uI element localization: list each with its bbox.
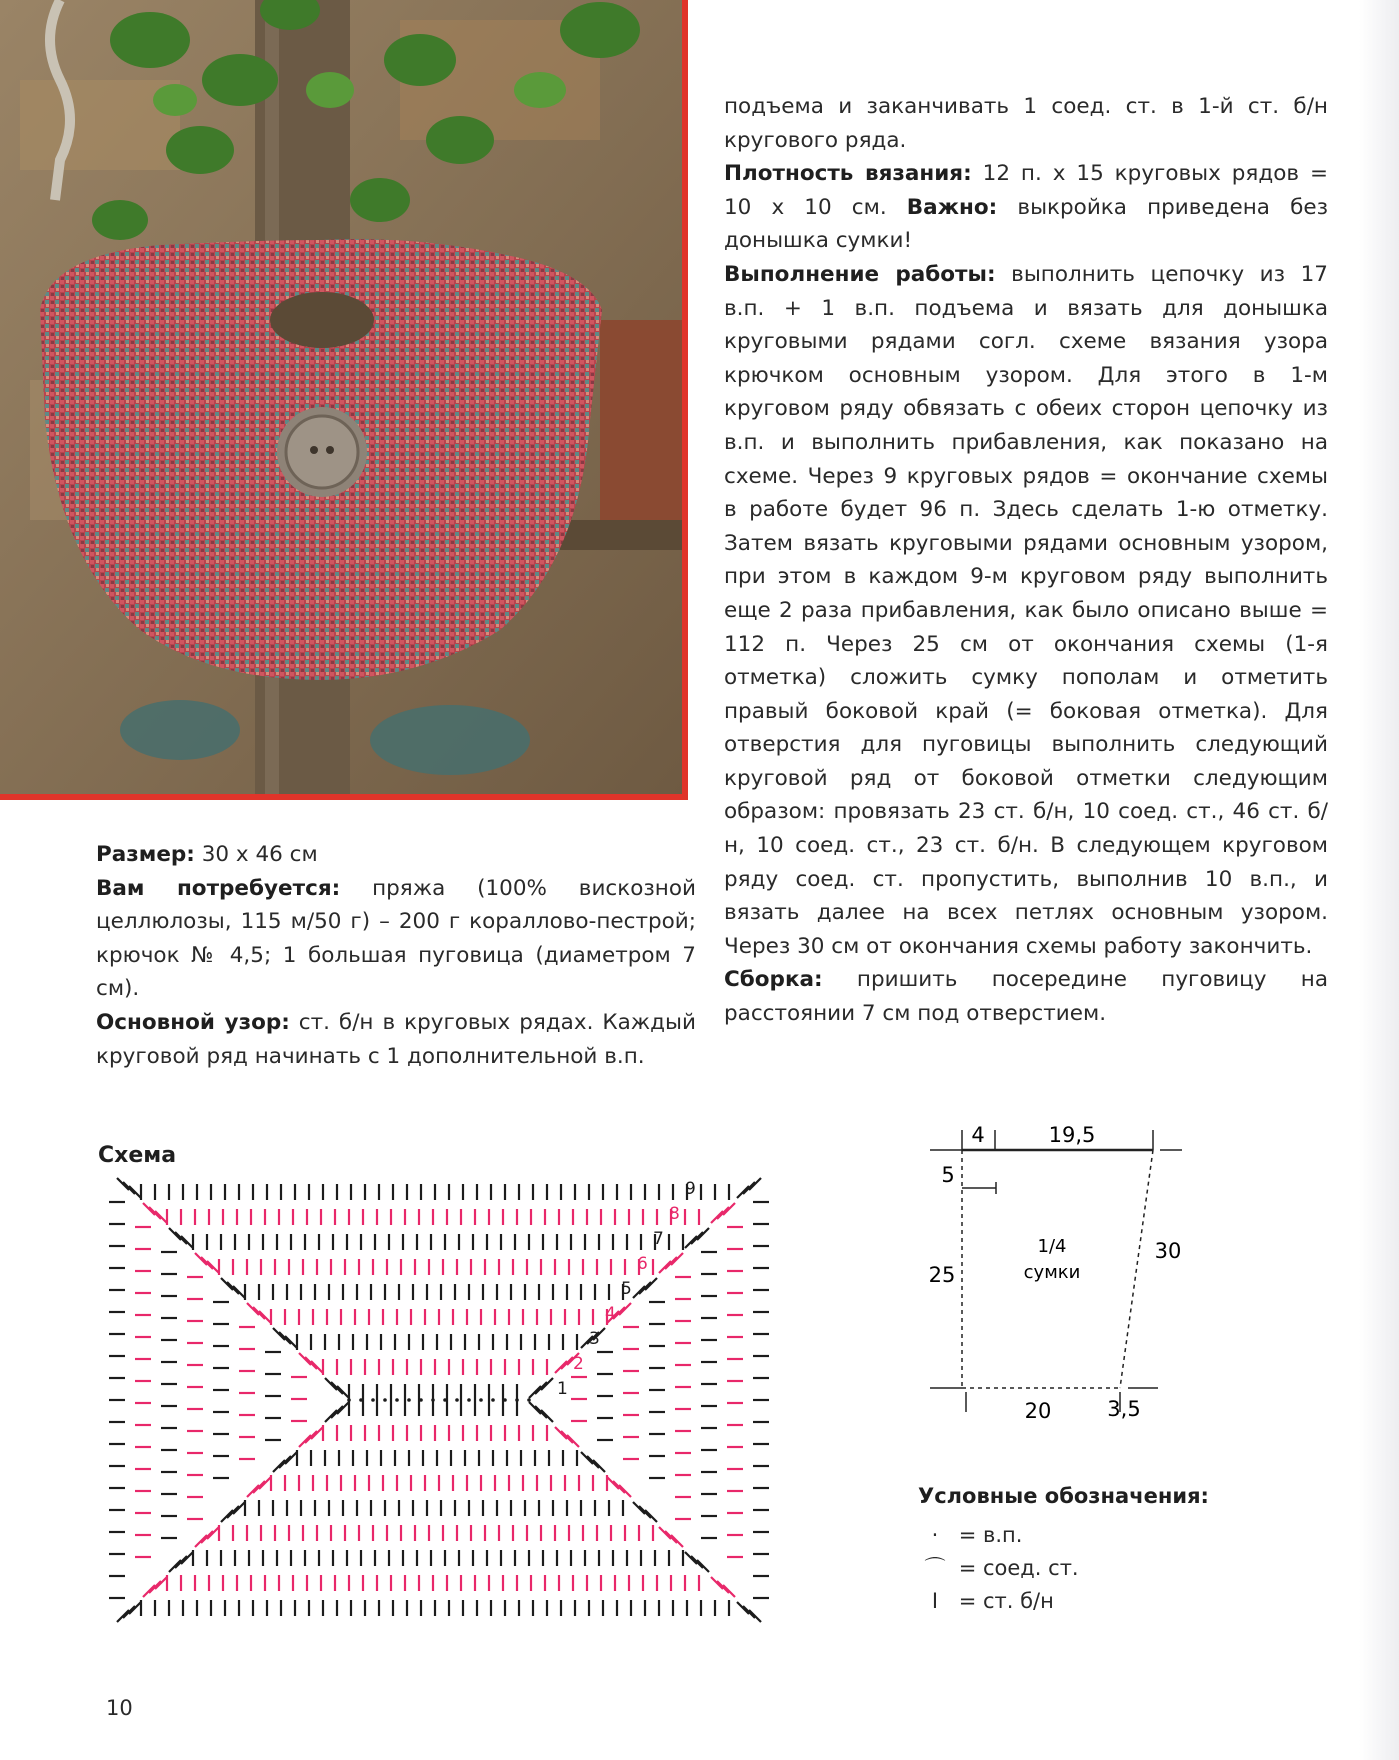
stitch-mark [195,1253,207,1265]
chart-row-number: 7 [653,1229,664,1249]
work-label: Выполнение работы: [724,261,996,287]
stitch-mark [227,1282,239,1294]
chain-dot [383,1398,387,1402]
stitch-mark [639,1506,651,1518]
size-text: 30 х 46 см [194,842,318,867]
density-label: Плотность вязания: [724,161,972,187]
chart-row-number: 2 [573,1354,584,1374]
stitch-mark [311,1427,323,1439]
stitch-mark [619,1303,631,1315]
stitch-mark [149,1207,161,1219]
stitch-mark [639,1282,651,1294]
chart-row-number: 4 [605,1304,616,1324]
main-pattern-paragraph [96,1006,696,1073]
stitch-mark [221,1510,233,1522]
stitch-mark [697,1228,709,1240]
stitch-mark [567,1435,579,1447]
stitch-mark [645,1510,657,1522]
single-crochet-icon: I [931,1589,939,1613]
stitch-mark [697,1560,709,1572]
stitch-mark [169,1560,181,1572]
chain-dot [431,1398,435,1402]
chain-dot [347,1398,351,1402]
assembly-paragraph [724,963,1328,1030]
stitch-mark [207,1261,219,1273]
stitch-mark [273,1328,285,1340]
chart-row-number: 8 [669,1204,680,1224]
stitch-mark [117,1610,129,1622]
stitch-mark [201,1257,213,1269]
stitch-mark [233,1502,245,1514]
stitch-mark [685,1236,697,1248]
dim-top-large: 19,5 [1048,1123,1096,1147]
stitch-mark [723,1203,735,1215]
chain-dot [479,1398,483,1402]
stitch-mark [593,1460,605,1472]
legend-item-slip [918,1553,1079,1583]
chart-row-number: 9 [685,1179,696,1199]
stitch-mark [717,1207,729,1219]
stitch-mark [279,1332,291,1344]
stitch-mark [169,1228,181,1240]
intro-paragraph: подъема и заканчивать 1 соед. ст. в 1-й ст. б/н кругового ряда. [724,94,1328,153]
chart-row-number: 1 [557,1379,568,1399]
stitch-mark [529,1386,541,1398]
dim-top-small: 4 [971,1123,985,1147]
stitch-mark [665,1531,677,1543]
work-paragraph [724,258,1328,963]
chain-dot [443,1398,447,1402]
stitch-mark [227,1506,239,1518]
stitch-mark [305,1431,317,1443]
stitch-mark [279,1456,291,1468]
important-label: Важно: [906,194,998,220]
assembly-label: Сборка: [724,967,823,993]
stitch-mark [325,1410,337,1422]
needs-label: Вам потребуется: [96,875,341,901]
dim-right: 30 [1154,1239,1182,1263]
stitch-mark [285,1452,297,1464]
legend-title: Условные обозначения: [918,1484,1209,1508]
slip-stitch-icon: ⌒ [924,1556,946,1580]
bag-photo-illustration [0,0,688,800]
stitch-mark [201,1531,213,1543]
crochet-chart [94,1165,784,1645]
stitch-mark [247,1485,259,1497]
stitch-mark [233,1286,245,1298]
chart-row-number: 3 [589,1329,600,1349]
legend-text-chain: = в.п. [958,1523,1023,1547]
stitch-mark [259,1477,271,1489]
chain-dot [515,1398,519,1402]
stitch-mark [633,1502,645,1514]
chain-dot [503,1398,507,1402]
stitch-mark [253,1481,265,1493]
work-text: выполнить цепочку из 17 в.п. + 1 в.п. подъема и вязать для донышка круговыми рядами согл. схеме вязания узора крючком основным узором. Для этого в 1-м круговом ряду обвязать с обеих сторон цепочку из в.п. и выполнить прибавления, как показано на схеме. Через 9 круговых рядов = окончание схемы в работе будет 96 п. Здесь сделать 1-ю отметку. Затем вязать круговыми рядами основным узором, при этом в каждом 9-м круговом ряду выполнить еще 2 раза прибавления, как было описано выше = 112 п. Через 25 см от окончания схемы (1-я отметка) сложить сумку пополам и отметить правый боковой край (= боковая отметка). Для отверстия для пуговицы выполнить следующий круговой ряд от боковой отметки следующим образом: провязать 23 ст. б/н, 10 соед. ст., 46 ст. б/н, 10 соед. ст., 23 ст. б/н. В следующем круговом ряду соед. ст. пропустить, выполнив 10 в.п., и вязать далее на всех петлях основным узором. Через 30 см от окончания схемы работу закончить. [724,261,1328,959]
stitch-mark [273,1460,285,1472]
stitch-mark [331,1406,343,1418]
stitch-mark [541,1378,553,1390]
density-paragraph [724,157,1328,258]
stitch-mark [665,1257,677,1269]
stitch-mark [331,1382,343,1394]
stitch-mark [149,1581,161,1593]
stitch-mark [711,1211,723,1223]
stitch-mark [305,1357,317,1369]
density-text: 12 п. х 15 круговых рядов = 10 х 10 см. [724,161,1328,220]
stitch-mark [743,1182,755,1194]
stitch-mark [749,1610,761,1622]
page-number: 10 [106,1696,133,1720]
stitch-mark [181,1236,193,1248]
stitch-mark [555,1427,567,1439]
bag-photo [0,0,688,800]
stitch-mark [143,1585,155,1597]
instructions-column [724,90,1328,1031]
stitch-mark [691,1232,703,1244]
legend-item-chain [918,1520,1022,1550]
needs-text: пряжа (100% вискозной целлюлозы, 115 м/50 г) – 200 г кораллово-пестрой; крючок № 4,5; 1 большая пуговица (диаметром 7 см). [96,875,696,1002]
schematic-right-edge [1120,1150,1153,1388]
stitch-mark [337,1386,349,1398]
stitch-mark [587,1456,599,1468]
stitch-mark [607,1477,619,1489]
stitch-mark [123,1606,135,1618]
chain-dot [491,1398,495,1402]
stitch-mark [659,1527,671,1539]
chain-dot [455,1398,459,1402]
stitch-mark [129,1186,141,1198]
stitch-mark [175,1556,187,1568]
chart-row-number: 5 [621,1279,632,1299]
stitch-mark [561,1431,573,1443]
page-edge-shadow [1359,0,1399,1760]
dim-left-large: 25 [928,1263,956,1287]
stitch-mark [737,1186,749,1198]
main-pattern-text: ст. б/н в круговых рядах. Каждый круговой ряд начинать с 1 дополнительной в.п. [96,1009,696,1069]
stitch-mark [299,1435,311,1447]
chain-dot [371,1398,375,1402]
stitch-mark [299,1353,311,1365]
stitch-mark [555,1361,567,1373]
size-label: Размер: [96,842,195,867]
stitch-mark [737,1602,749,1614]
schematic-center-line2: сумки [1023,1262,1081,1283]
legend-text-slip: = соед. ст. [958,1556,1079,1580]
chain-dot [419,1398,423,1402]
stitch-mark [711,1577,723,1589]
stitch-mark [581,1452,593,1464]
stitch-mark [535,1406,547,1418]
stitch-mark [743,1606,755,1618]
dim-bottom-small: 3,5 [1107,1397,1141,1421]
stitch-mark [659,1261,671,1273]
stitch-mark [311,1361,323,1373]
chain-dot [467,1398,471,1402]
stitch-mark [221,1278,233,1290]
assembly-text: пришить посередине пуговицу на расстоянии 7 см под отверстием. [724,967,1328,1027]
stitch-mark [253,1307,265,1319]
stitch-mark [671,1253,683,1265]
stitch-mark [619,1485,631,1497]
important-text: выкройка приведена без донышка сумки! [724,194,1329,254]
stitch-mark [247,1303,259,1315]
stitch-mark [129,1602,141,1614]
stitch-mark [285,1336,297,1348]
stitch-mark [633,1286,645,1298]
stitch-mark [685,1552,697,1564]
legend-item-single [918,1586,1054,1616]
chart-row-number: 6 [637,1254,648,1274]
stitch-mark [749,1178,761,1190]
stitch-mark [671,1535,683,1547]
stitch-mark [155,1211,167,1223]
size-paragraph [96,838,696,872]
stitch-mark [207,1527,219,1539]
stitch-mark [717,1581,729,1593]
stitch-mark [529,1402,541,1414]
stitch-mark [195,1535,207,1547]
stitch-mark [691,1556,703,1568]
stitch-mark [535,1382,547,1394]
stitch-mark [541,1410,553,1422]
stitch-mark [325,1378,337,1390]
stitch-mark [337,1402,349,1414]
bag-schematic [910,1100,1210,1440]
chart-title: Схема [98,1143,177,1168]
stitch-mark [613,1481,625,1493]
needs-paragraph [96,872,696,1006]
stitch-mark [117,1178,129,1190]
stitch-mark [123,1182,135,1194]
chain-dot [359,1398,363,1402]
chain-dot [395,1398,399,1402]
stitch-mark [175,1232,187,1244]
dim-left-small: 5 [941,1163,955,1187]
legend-text-single: = ст. б/н [958,1589,1054,1613]
stitch-mark [259,1311,271,1323]
chain-stitch-icon: · [931,1523,939,1547]
stitch-mark [723,1585,735,1597]
chain-dot [527,1398,531,1402]
main-pattern-label: Основной узор: [96,1009,290,1035]
materials-column [96,838,696,1073]
stitch-mark [645,1278,657,1290]
schematic-center-line1: 1/4 [1037,1236,1067,1257]
stitch-mark [181,1552,193,1564]
stitch-mark [561,1357,573,1369]
stitch-mark [143,1203,155,1215]
dim-bottom-large: 20 [1024,1399,1052,1423]
stitch-mark [155,1577,167,1589]
chain-dot [407,1398,411,1402]
